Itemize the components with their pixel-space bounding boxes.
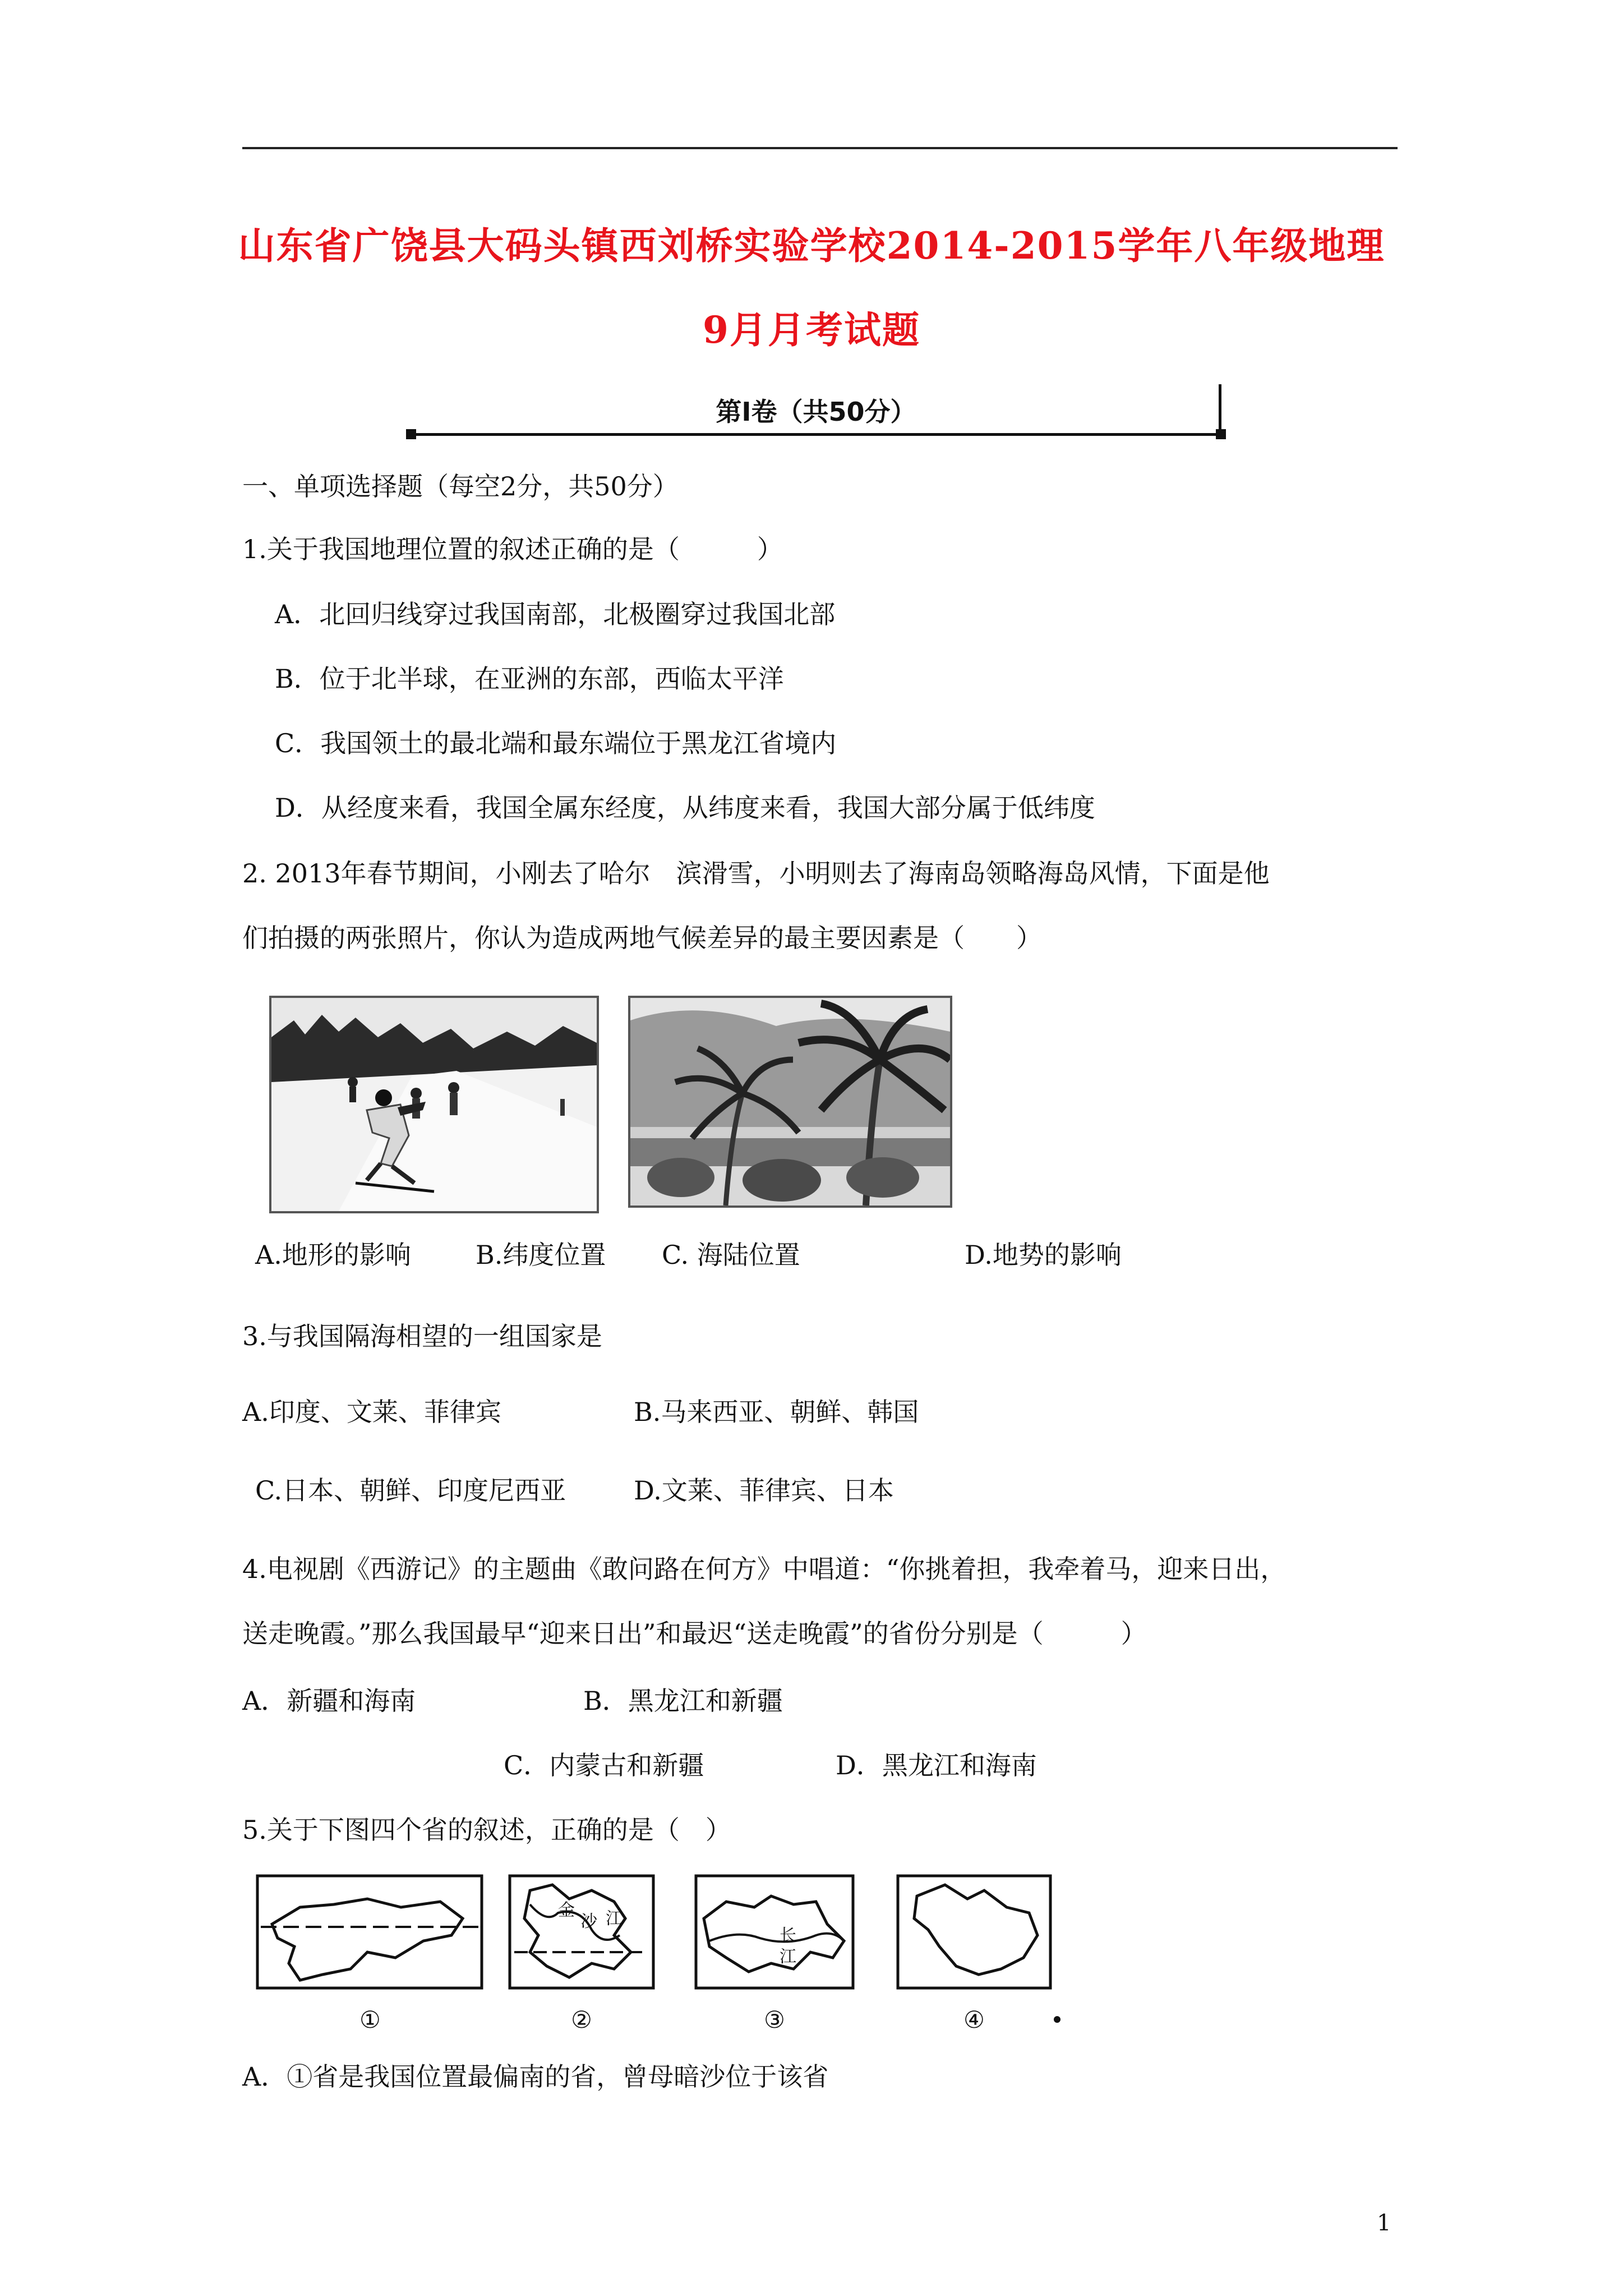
section-underline-left-end — [406, 429, 416, 439]
q4-stem-line1: 4.电视剧《西游记》的主题曲《敢问路在何方》中唱道：“你挑着担，我牵着马，迎来日出， — [242, 1554, 1287, 1584]
q3-option-c: C.日本、朝鲜、印度尼西亚 — [255, 1475, 566, 1506]
map2-river-char1: 金 — [558, 1901, 575, 1920]
section-label: 第Ⅰ卷（共50分） — [716, 397, 916, 427]
q3-option-a: A.印度、文莱、菲律宾 — [242, 1397, 501, 1427]
q5-option-a: A．①省是我国位置最偏南的省，曾母暗沙位于该省 — [242, 2062, 829, 2092]
province-maps-figure — [255, 1874, 1063, 2042]
q1-stem: 1.关于我国地理位置的叙述正确的是（ ） — [242, 534, 783, 564]
q4-option-c: C．内蒙古和新疆 — [504, 1750, 704, 1780]
map4-label: ④ — [963, 2006, 985, 2033]
q4-option-d: D．黑龙江和海南 — [836, 1750, 1037, 1780]
exam-title-line2: 9月月考试题 — [703, 308, 920, 352]
q4-option-a: A．新疆和海南 — [242, 1686, 416, 1716]
q1-option-a: A．北回归线穿过我国南部，北极圈穿过我国北部 — [275, 599, 836, 629]
page-number: 1 — [1377, 2210, 1391, 2236]
beach-scene-illustration — [630, 998, 950, 1205]
q3-stem: 3.与我国隔海相望的一组国家是 — [242, 1321, 602, 1351]
province-maps — [255, 1874, 1063, 2042]
map2-river-char2: 沙 — [580, 1912, 597, 1931]
section-underline — [409, 433, 1223, 436]
q4-option-b: B．黑龙江和新疆 — [583, 1686, 783, 1716]
q3-option-b: B.马来西亚、朝鲜、韩国 — [634, 1397, 919, 1427]
part1-heading: 一、单项选择题（每空2分，共50分） — [242, 471, 679, 501]
q1-option-d: D．从经度来看，我国全属东经度，从纬度来看，我国大部分属于低纬度 — [275, 793, 1095, 823]
map1-label: ① — [359, 2006, 381, 2033]
q1-option-b: B．位于北半球，在亚洲的东部，西临太平洋 — [275, 664, 784, 694]
map2-river-char3: 江 — [606, 1909, 623, 1929]
beach-photo — [628, 996, 952, 1208]
ski-photo — [269, 996, 599, 1213]
q2-stem-line2: 们拍摄的两张照片，你认为造成两地气候差异的最主要因素是（ ） — [242, 923, 1042, 953]
map3-river-char1: 长 — [780, 1926, 796, 1945]
q3-option-d: D.文莱、菲律宾、日本 — [634, 1475, 894, 1506]
section-banner — [409, 387, 1223, 443]
q2-stem-line1: 2. 2013年春节期间，小刚去了哈尔 滨滑雪，小明则去了海南岛领略海岛风情，下面是他 — [242, 858, 1270, 889]
header-rule — [242, 147, 1398, 149]
q2-option-c: C. 海陆位置 — [662, 1240, 800, 1270]
ski-scene-illustration — [271, 998, 597, 1211]
q2-option-d: D.地势的影响 — [965, 1240, 1122, 1270]
section-right-bracket — [1219, 384, 1221, 436]
map3-river-char2: 江 — [780, 1947, 796, 1967]
q4-stem-line2: 送走晚霞。”那么我国最早“迎来日出”和最迟“送走晚霞”的省份分别是（ ） — [242, 1618, 1147, 1649]
map2-label: ② — [571, 2006, 592, 2033]
q5-stem: 5.关于下图四个省的叙述，正确的是（ ） — [242, 1815, 731, 1845]
q1-option-c: C．我国领土的最北端和最东端位于黑龙江省境内 — [275, 728, 837, 758]
q2-option-a: A.地形的影响 — [255, 1240, 411, 1270]
q2-option-b: B.纬度位置 — [476, 1240, 606, 1270]
map3-label: ③ — [764, 2006, 785, 2033]
exam-title-line1: 山东省广饶县大码头镇西刘桥实验学校2014-2015学年八年级地理 — [238, 224, 1385, 268]
